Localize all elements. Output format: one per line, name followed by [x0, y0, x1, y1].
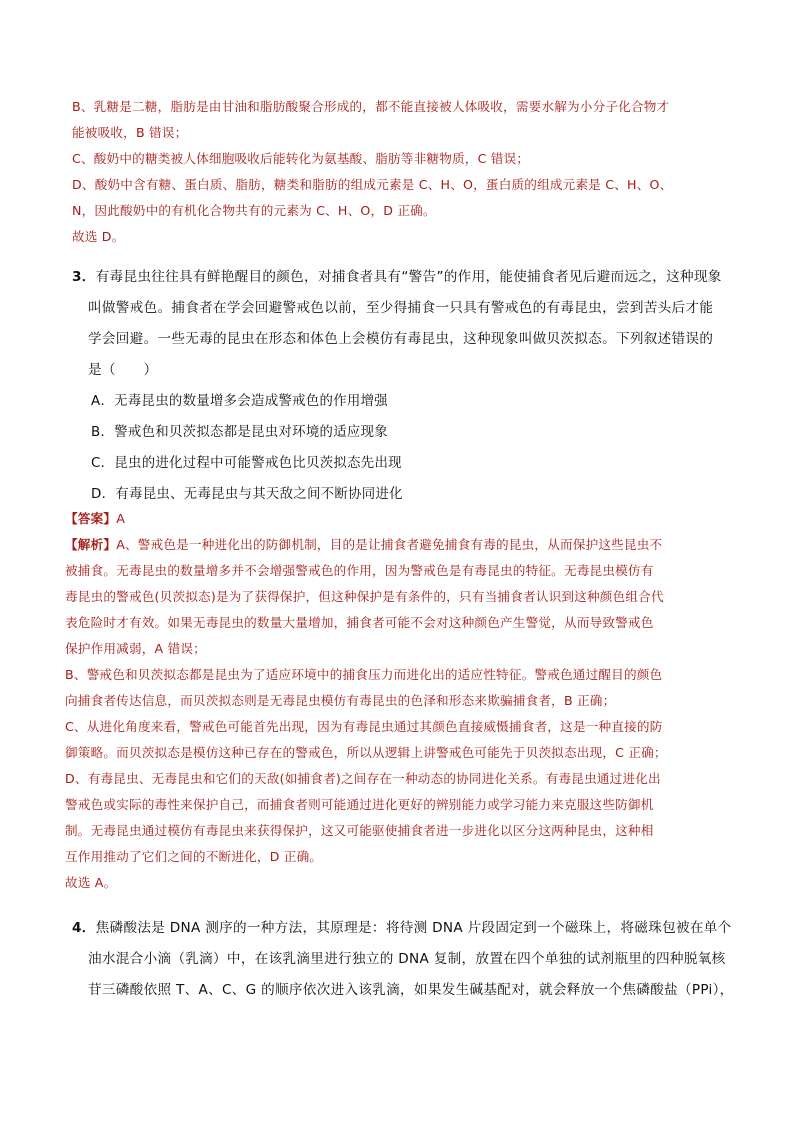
question-number: 3．: [72, 269, 96, 285]
analysis-conclusion: 故选 A。: [65, 875, 117, 890]
analysis-line: 【解析】A、警戒色是一种进化出的防御机制，目的是让捕食者避免捕食有毒的昆虫，从而保护这些昆虫不: [65, 537, 663, 552]
analysis-line: 表危险时才有效。如果无毒昆虫的数量大量增加，捕食者可能不会对这种颜色产生警觉，从而导致警戒色: [65, 615, 654, 630]
analysis-line: D、有毒昆虫、无毒昆虫和它们的天敌(如捕食者)之间存在一种动态的协同进化关系。有毒昆虫通过进化出: [65, 771, 661, 786]
explanation-line: D、酸奶中含有糖、蛋白质、脂肪，糖类和脂肪的组成元素是 C、H、O，蛋白质的组成元素是 C、H、O、: [72, 177, 673, 192]
analysis-label: 【解析】: [65, 537, 117, 552]
option-b: [72, 417, 732, 448]
option-a: [72, 386, 732, 417]
question-3-answer-and-analysis: [65, 506, 735, 896]
option-text: 无毒昆虫的数量增多会造成警戒色的作用增强: [114, 394, 388, 409]
option-text: 昆虫的进化过程中可能警戒色比贝茨拟态先出现: [114, 456, 402, 471]
question-stem-line: 4．焦磷酸法是 DNA 测序的一种方法，其原理是：将待测 DNA 片段固定到一个磁珠上，将磁珠包被在单个: [72, 920, 732, 936]
question-stem-line: 是（ ）: [88, 362, 158, 378]
option-text: 有毒昆虫、无毒昆虫与其天敌之间不断协同进化: [115, 487, 403, 502]
previous-question-explanation: [72, 94, 732, 250]
option-label: B．: [91, 425, 115, 440]
question-stem-line: 学会回避。一些无毒的昆虫在形态和体色上会模仿有毒昆虫，这种现象叫做贝茨拟态。下列叙述错误的: [88, 331, 714, 347]
explanation-line: B、乳糖是二糖，脂肪是由甘油和脂肪酸聚合形成的，都不能直接被人体吸收，需要水解为小分子化合物才: [72, 99, 670, 114]
explanation-line: N，因此酸奶中的有机化合物共有的元素为 C、H、O，D 正确。: [72, 203, 436, 218]
explanation-line: C、酸奶中的糖类被人体细胞吸收后能转化为氨基酸、脂肪等非糖物质，C 错误；: [72, 151, 530, 166]
analysis-line: B、警戒色和贝茨拟态都是昆虫为了适应环境中的捕食压力而进化出的适应性特征。警戒色通过醒目的颜色: [65, 667, 663, 682]
analysis-line: 互作用推动了它们之间的不断进化，D 正确。: [65, 849, 323, 864]
analysis-line: 向捕食者传达信息，而贝茨拟态则是无毒昆虫模仿有毒昆虫的色泽和形态来欺骗捕食者，B 正确；: [65, 693, 616, 708]
analysis-line: C、从进化角度来看，警戒色可能首先出现，因为有毒昆虫通过其颜色直接威慑捕食者，这是一种直接的防: [65, 719, 663, 734]
explanation-line: 能被吸收，B 错误；: [72, 125, 188, 140]
answer-line: [65, 506, 735, 532]
question-stem-line: 3．有毒昆虫往往具有鲜艳醒目的颜色，对捕食者具有“警告”的作用，能使捕食者见后避而远之，这种现象: [72, 269, 722, 285]
question-stem-line: 苷三磷酸依照 T、A、C、G 的顺序依次进入该乳滴，如果发生碱基配对，就会释放一个焦磷酸盐（PPi），: [88, 982, 734, 998]
question-3: [72, 262, 732, 510]
option-text: 警戒色和贝茨拟态都是昆虫对环境的适应现象: [114, 425, 388, 440]
question-number: 4．: [72, 920, 96, 936]
option-label: C．: [91, 456, 115, 471]
option-c: [72, 448, 732, 479]
analysis-line: 毒昆虫的警戒色(贝茨拟态)是为了获得保护，但这种保护是有条件的，只有当捕食者认识到这种颜色组合代: [65, 589, 664, 604]
option-label: A．: [91, 394, 115, 409]
option-label: D．: [91, 487, 116, 502]
question-stem-line: 叫做警戒色。捕食者在学会回避警戒色以前，至少得捕食一只具有警戒色的有毒昆虫，尝到苦头后才能: [88, 300, 714, 316]
analysis-line: 保护作用减弱，A 错误；: [65, 641, 206, 656]
question-4: [72, 913, 732, 1006]
answer-label: 【答案】: [65, 511, 117, 526]
analysis-line: 御策略。而贝茨拟态是模仿这种已存在的警戒色，所以从逻辑上讲警戒色可能先于贝茨拟态出现，C 正确；: [65, 745, 667, 760]
analysis-line: 被捕食。无毒昆虫的数量增多并不会增强警戒色的作用，因为警戒色是有毒昆虫的特征。无毒昆虫模仿有: [65, 563, 654, 578]
explanation-conclusion: 故选 D。: [72, 229, 125, 244]
question-stem-line: 油水混合小滴（乳滴）中，在该乳滴里进行独立的 DNA 复制，放置在四个单独的试剂瓶里的四种脱氧核: [88, 951, 726, 967]
answer-value: A: [116, 511, 126, 526]
analysis-line: 制。无毒昆虫通过模仿有毒昆虫来获得保护，这又可能驱使捕食者进一步进化以区分这两种昆虫，这种相: [65, 823, 654, 838]
analysis-line: 警戒色或实际的毒性来保护自己，而捕食者则可能通过进化更好的辨别能力或学习能力来克服这些防御机: [65, 797, 654, 812]
